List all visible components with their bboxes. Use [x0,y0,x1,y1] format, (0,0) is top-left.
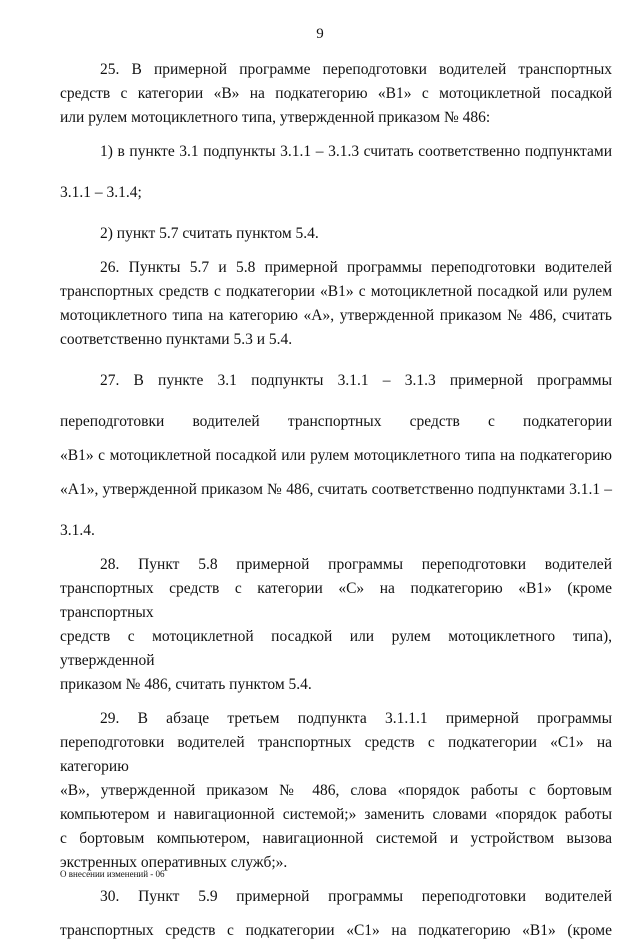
item-25-subitem-1-cont: 3.1.1 – 3.1.4; [60,184,142,201]
item-29-line-6: экстренных оперативных служб;». [60,854,288,871]
item-26-line-2: транспортных средств с подкатегории «B1» с мотоциклетной посадкой или рулем [60,283,612,300]
item-26-line-1: 26. Пункты 5.7 и 5.8 примерной программы переподготовки водителей [100,259,612,276]
item-27-line-4: «A1», утвержденной приказом № 486, считать соответственно подпунктами 3.1.1 – [60,481,612,498]
item-29-line-4: компьютером и навигационной системой;» заменить словами «порядок работы [60,806,612,823]
item-26-line-4: соответственно пунктами 5.3 и 5.4. [60,331,293,348]
item-29-line-1: 29. В абзаце третьем подпункта 3.1.1.1 примерной программы [100,710,612,727]
item-25-subitem-2: 2) пункт 5.7 считать пунктом 5.4. [100,225,319,242]
item-30-line-2: транспортных средств с подкатегории «C1» на подкатегорию «B1» (кроме [60,922,612,939]
item-28-line-4: приказом № 486, считать пунктом 5.4. [60,676,312,693]
item-28-line-2: транспортных средств с категории «C» на подкатегорию «B1» (кроме транспортных [60,580,612,621]
item-27-line-5: 3.1.4. [60,522,95,539]
item-27-line-2: переподготовки водителей транспортных средств с подкатегории [60,413,612,430]
item-27-line-1: 27. В пункте 3.1 подпункты 3.1.1 – 3.1.3 примерной программы [100,372,612,389]
item-30-line-1: 30. Пункт 5.9 примерной программы переподготовки водителей [100,888,612,905]
item-29-line-3: «B», утвержденной приказом № 486, слова «порядок работы с бортовым [60,782,612,799]
page-number: 9 [316,26,324,42]
item-25-line-1: 25. В примерной программе переподготовки водителей транспортных [100,61,612,78]
document-body [60,58,612,943]
item-25-line-3: или рулем мотоциклетного типа, утвержденной приказом № 486: [60,109,491,126]
item-28-line-1: 28. Пункт 5.8 примерной программы переподготовки водителей [100,556,612,573]
item-27-line-3: «B1» с мотоциклетной посадкой или рулем мотоциклетного типа на подкатегорию [60,447,612,464]
item-25-subitem-1: 1) в пункте 3.1 подпункты 3.1.1 – 3.1.3 считать соответственно подпунктами [100,143,612,160]
item-29-line-5: с бортовым компьютером, навигационной системой и устройством вызова [60,830,612,847]
item-28-line-3: средств с мотоциклетной посадкой или рулем мотоциклетного типа), утвержденной [60,628,612,669]
item-26-line-3: мотоциклетного типа на категорию «A», утвержденной приказом № 486, считать [60,307,612,324]
item-29-line-2: переподготовки водителей транспортных средств с подкатегории «C1» на категорию [60,734,612,775]
item-25-line-2: средств с категории «B» на подкатегорию «B1» с мотоциклетной посадкой [60,85,612,102]
footer-doc-label: О внесении изменений - 06 [60,869,165,879]
